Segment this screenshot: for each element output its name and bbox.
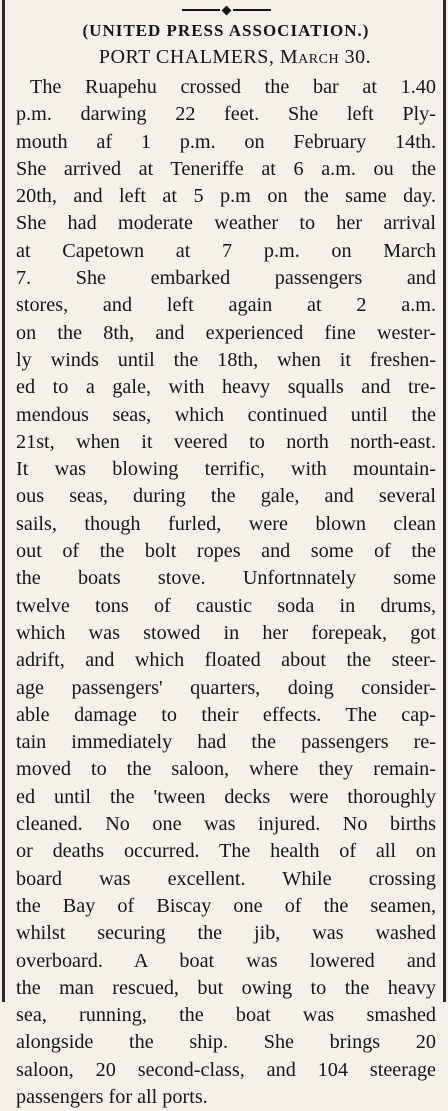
right-column-rule bbox=[443, 0, 446, 1002]
article-line: ous seas, during the gale, and several bbox=[16, 485, 436, 508]
article-body bbox=[16, 74, 436, 1111]
article-line: ed to a gale, with heavy squalls and tre- bbox=[16, 376, 436, 399]
article-line: able damage to their effects. The cap- bbox=[16, 703, 436, 726]
article-line: stores, and left again at 2 a.m. bbox=[16, 294, 436, 317]
article-line: sea, running, the boat was smashed bbox=[16, 1004, 436, 1027]
article-line: ed until the 'tween decks were thoroughly bbox=[16, 785, 436, 808]
article-line: She had moderate weather to her arrival bbox=[16, 212, 436, 235]
article-line: mendous seas, which continued until the bbox=[16, 403, 436, 426]
article-line: moved to the saloon, where they remain- bbox=[16, 758, 436, 781]
press-association-heading: (UNITED PRESS ASSOCIATION.) bbox=[82, 21, 370, 40]
article-line: on the 8th, and experienced fine wester- bbox=[16, 321, 436, 344]
article-line: at Capetown at 7 p.m. on March bbox=[16, 239, 436, 262]
left-column-rule bbox=[2, 0, 5, 1002]
article-line: 20th, and left at 5 p.m on the same day. bbox=[16, 185, 436, 208]
article-line: passengers for all ports. bbox=[16, 1085, 208, 1108]
dateline: PORT CHALMERS, March 30. bbox=[98, 46, 372, 68]
ornament-diamond-icon bbox=[221, 5, 231, 15]
article-line: adrift, and which floated about the steer- bbox=[16, 649, 436, 672]
article-line: board was excellent. While crossing bbox=[16, 867, 436, 890]
article-line: saloon, 20 second-class, and 104 steerage bbox=[16, 1058, 436, 1081]
ornament-rule-left bbox=[182, 9, 220, 11]
article-line: out of the bolt ropes and some of the bbox=[16, 540, 436, 563]
article-line: p.m. darwing 22 feet. She left Ply- bbox=[16, 103, 436, 126]
article-line: alongside the ship. She brings 20 bbox=[16, 1031, 436, 1054]
article-line: sails, though furled, were blown clean bbox=[16, 512, 436, 535]
article-line: overboard. A boat was lowered and bbox=[16, 949, 436, 972]
article-line: The Ruapehu crossed the bar at 1.40 bbox=[30, 76, 436, 98]
article-line: 21st, when it veered to north north-east. bbox=[16, 430, 436, 453]
article-line: She arrived at Teneriffe at 6 a.m. ou the bbox=[16, 157, 436, 180]
article-line: the Bay of Biscay one of the seamen, bbox=[16, 894, 436, 917]
article-line: It was blowing terrific, with mountain- bbox=[16, 458, 436, 481]
article-line: cleaned. No one was injured. No births bbox=[16, 813, 436, 836]
article-line: the man rescued, but owing to the heavy bbox=[16, 976, 436, 999]
top-ornament-divider bbox=[16, 6, 436, 14]
article-line: age passengers' quarters, doing consider- bbox=[16, 676, 436, 699]
article-line: 7. She embarked passengers and bbox=[16, 267, 436, 290]
article-line: twelve tons of caustic soda in drums, bbox=[16, 594, 436, 617]
article-line: whilst securing the jib, was washed bbox=[16, 922, 436, 945]
ornament-rule-right bbox=[233, 9, 271, 11]
article-line: ly winds until the 18th, when it freshen- bbox=[16, 348, 436, 371]
article-line: mouth af 1 p.m. on February 14th. bbox=[16, 130, 436, 153]
article-line: tain immediately had the passengers re- bbox=[16, 731, 436, 754]
article-line: the boats stove. Unfortnnately some bbox=[16, 567, 436, 590]
article-line: or deaths occurred. The health of all on bbox=[16, 840, 436, 863]
article-line: which was stowed in her forepeak, got bbox=[16, 621, 436, 644]
